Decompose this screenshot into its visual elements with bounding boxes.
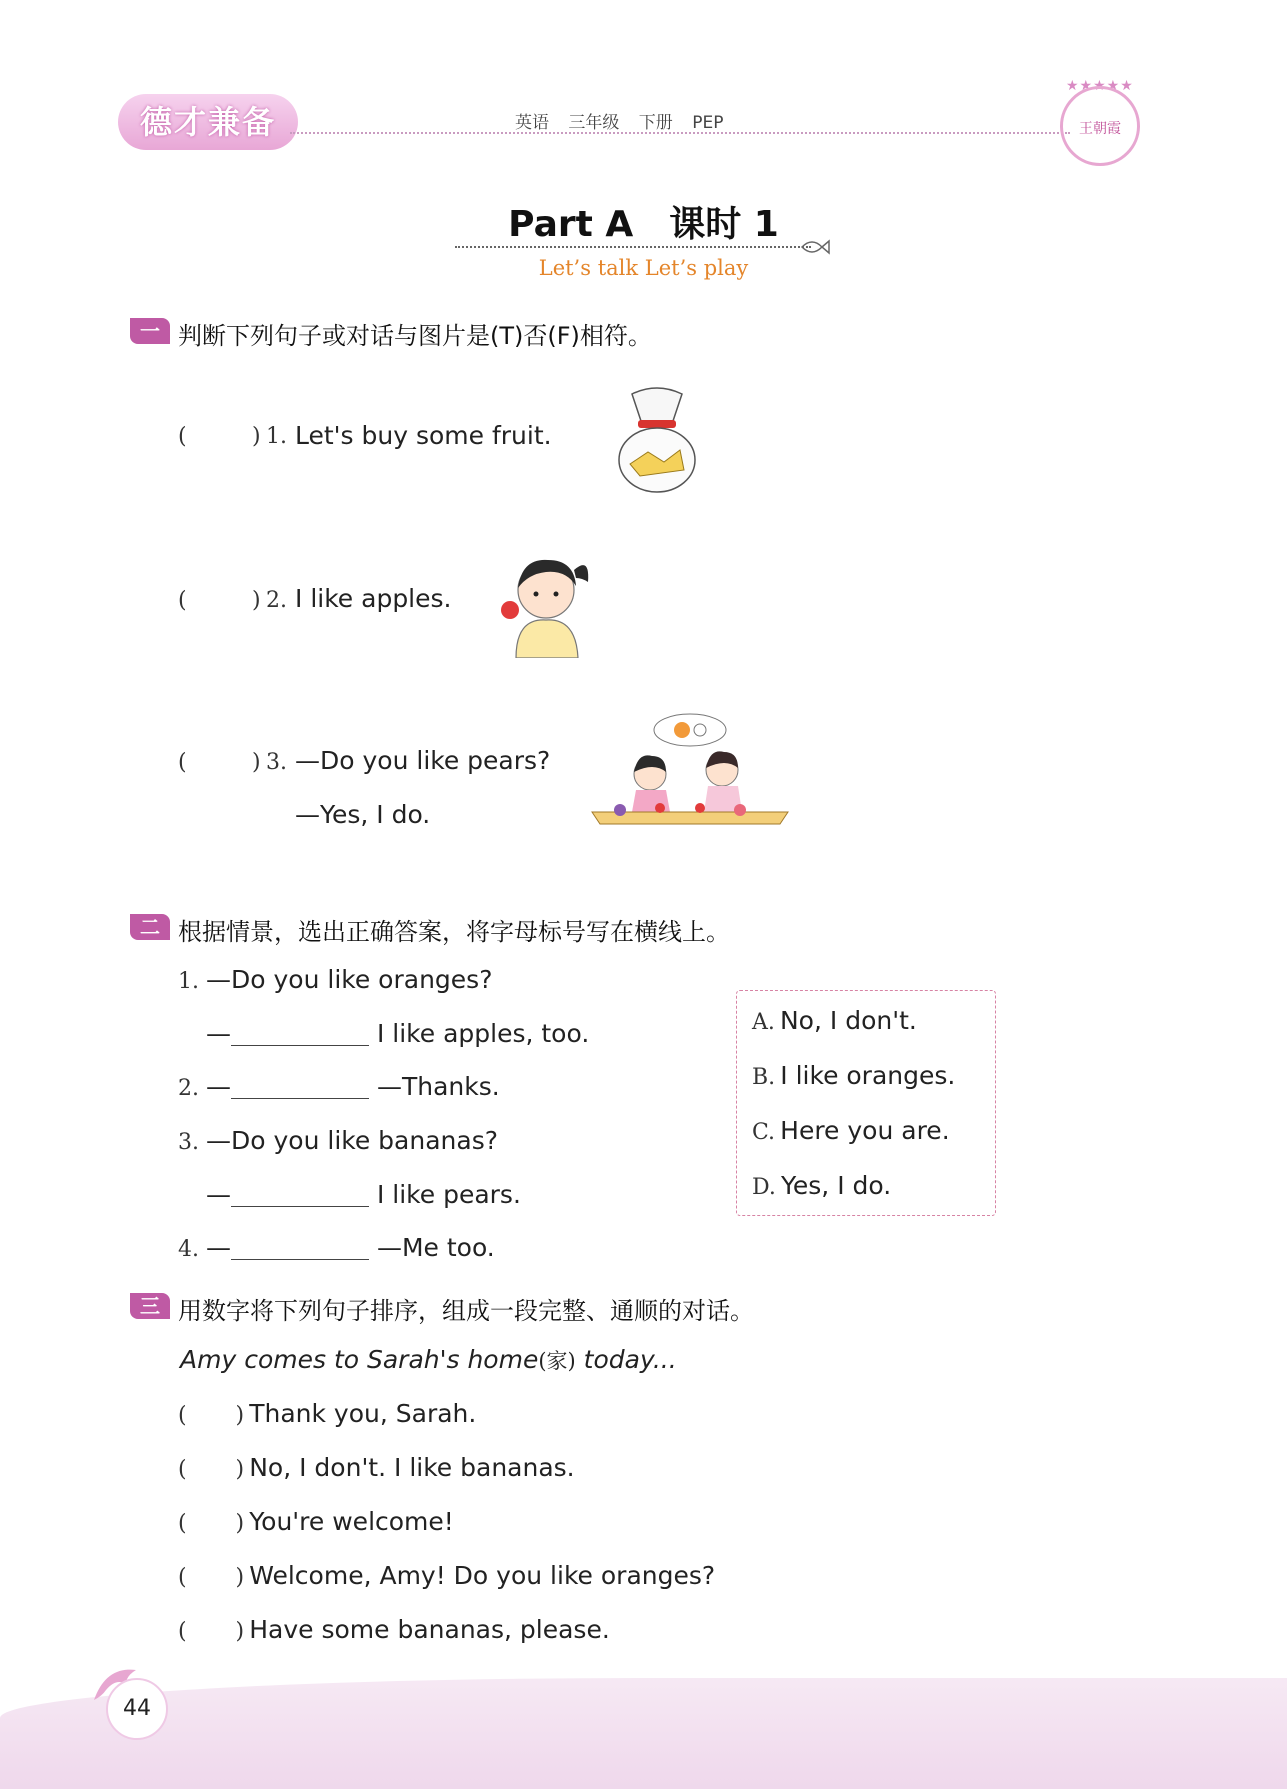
option-c (752, 1116, 950, 1145)
answer-blank-close: ) (252, 750, 261, 775)
answer-blank[interactable]: ( ) (178, 1457, 245, 1482)
scenario-intro (180, 1345, 677, 1375)
option-letter: D. (752, 1175, 776, 1200)
stars-icon: ★★★★★ (1066, 78, 1134, 94)
intro-gloss: (家) (538, 1349, 576, 1373)
order-item (178, 1507, 454, 1536)
answer-blank[interactable]: ( (178, 424, 187, 449)
dash: — (206, 1019, 231, 1048)
option-text: Yes, I do. (780, 1171, 892, 1200)
option-letter: C. (752, 1120, 776, 1145)
question-answer-line (206, 1019, 589, 1048)
item-sentence: Let's buy some fruit. (295, 421, 552, 450)
fruit-bag-image (612, 384, 702, 494)
question-line (206, 1072, 500, 1101)
brand-logo: 德才兼备 (118, 94, 298, 150)
page-subtitle: Let’s talk Let’s play (538, 256, 749, 280)
order-item (178, 1561, 715, 1590)
dash: — (206, 1180, 231, 1209)
order-item (178, 1453, 575, 1482)
item-number: 3. (266, 750, 287, 775)
page-title: Part A 课时 1 (508, 204, 779, 245)
order-sentence: Welcome, Amy! Do you like oranges? (249, 1561, 716, 1590)
footer-decoration (0, 1678, 1287, 1789)
fish-icon (800, 236, 830, 258)
answer-blank-close: ) (252, 424, 261, 449)
order-sentence: No, I don't. I like bananas. (249, 1453, 575, 1482)
question-line: —Do you like oranges? (206, 965, 493, 994)
option-text: Here you are. (780, 1116, 950, 1145)
order-sentence: Have some bananas, please. (249, 1615, 610, 1644)
dash: — (206, 1072, 231, 1101)
answer-blank[interactable]: ( ) (178, 1403, 245, 1428)
answer-blank[interactable]: ( (178, 750, 187, 775)
intro-text: Amy comes to Sarah's home (180, 1345, 539, 1374)
section-3-instruction: 用数字将下列句子排序，组成一段完整、通顺的对话。 (178, 1297, 754, 1325)
section-2-badge: 二 (130, 914, 170, 940)
answer-blank[interactable]: ( ) (178, 1511, 245, 1536)
section-2-instruction: 根据情景，选出正确答案，将字母标号写在横线上。 (178, 918, 730, 946)
option-text: No, I don't. (779, 1006, 917, 1035)
answer-text: —Me too. (376, 1233, 495, 1262)
section-1-instruction: 判断下列句子或对话与图片是(T)否(F)相符。 (178, 322, 652, 350)
question-line: —Do you like bananas? (206, 1126, 498, 1155)
question-number: 1. (178, 969, 199, 994)
dialogue-line: —Do you like pears? (295, 746, 551, 775)
dash: — (206, 1233, 231, 1262)
girl-apple-image (496, 548, 596, 658)
dialogue-line: —Yes, I do. (295, 800, 431, 829)
girls-table-image (590, 712, 790, 840)
option-letter: B. (752, 1065, 776, 1090)
answer-blank-close: ) (252, 588, 261, 613)
option-letter: A. (752, 1010, 775, 1035)
question-number: 4. (178, 1237, 199, 1262)
question-answer-line (206, 1180, 521, 1209)
option-d (752, 1171, 891, 1200)
section-3-badge: 三 (130, 1293, 170, 1319)
question-number: 3. (178, 1130, 199, 1155)
option-text: I like oranges. (780, 1061, 956, 1090)
answer-blank[interactable]: ( (178, 588, 187, 613)
question-line (206, 1233, 495, 1262)
answer-blank[interactable]: ( ) (178, 1619, 245, 1644)
order-item (178, 1399, 476, 1428)
answer-blank[interactable] (231, 1184, 369, 1207)
header-meta: 英语 三年级 下册 PEP (515, 113, 724, 133)
order-sentence: Thank you, Sarah. (249, 1399, 477, 1428)
item-sentence: I like apples. (295, 584, 452, 613)
answer-blank[interactable] (231, 1076, 369, 1099)
question-number: 2. (178, 1076, 199, 1101)
seal-logo: 王朝霞 (1060, 86, 1140, 166)
order-sentence: You're welcome! (249, 1507, 454, 1536)
item-number: 2. (266, 588, 287, 613)
title-underline (455, 246, 811, 248)
answer-text: I like apples, too. (376, 1019, 590, 1048)
page-number: 44 (106, 1678, 168, 1740)
intro-text-end: today... (575, 1345, 677, 1374)
answer-text: —Thanks. (376, 1072, 500, 1101)
option-b (752, 1061, 955, 1090)
section-1-badge: 一 (130, 318, 170, 344)
answer-blank[interactable]: ( ) (178, 1565, 245, 1590)
order-item (178, 1615, 610, 1644)
option-a (752, 1006, 917, 1035)
answer-text: I like pears. (376, 1180, 521, 1209)
answer-blank[interactable] (231, 1023, 369, 1046)
item-number: 1. (266, 424, 287, 449)
answer-blank[interactable] (231, 1237, 369, 1260)
